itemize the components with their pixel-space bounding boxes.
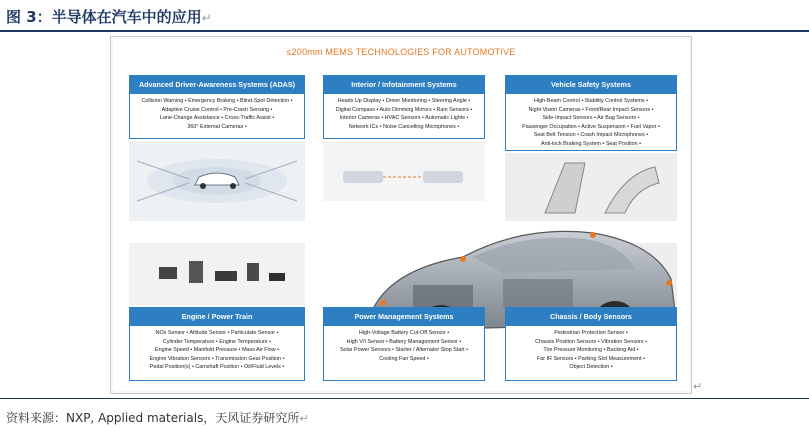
figure-title-text: 图 3：半导体在汽车中的应用: [6, 8, 202, 26]
engine-line: Pedal Position(s) • Camshaft Position • Oil/Fluid Levels •: [149, 364, 285, 371]
adas-body: [129, 93, 305, 139]
interior-header: Interior / Infotainment Systems: [323, 75, 485, 93]
adas-sensor-field-graphic: [129, 141, 305, 221]
source-note: [6, 409, 309, 426]
chassis-line: Far IR Sensors • Parking Slot Measurement •: [536, 355, 646, 362]
v2v-illustration: [323, 141, 485, 201]
adas-line: 360° External Cameras •: [187, 123, 247, 130]
adas-line: Collision Warning • Emergency Braking • Blind-Spot Detection •: [141, 98, 293, 104]
source-text: 资料来源：NXP, Applied materials，天风证券研究所: [6, 411, 300, 425]
diagram-canvas: [113, 39, 689, 391]
bottom-rule: [0, 398, 809, 399]
interior-line: Network ICs • Noise Cancelling Microphones •: [348, 123, 460, 130]
safety-body: [505, 93, 677, 151]
power-line: High-Voltage Battery Cut-Off Sensor •: [358, 330, 450, 336]
power-line: High V/I Sensor • Battery Management Sensor •: [346, 338, 462, 345]
safety-line: High-Beam Control • Stability Control Systems •: [533, 98, 649, 104]
safety-line: Side-Impact Sensors • Air Bag Sensors •: [542, 115, 640, 122]
engine-body: [129, 325, 305, 381]
figure-title: [6, 6, 212, 27]
power-header: Power Management Systems: [323, 307, 485, 325]
diagram-frame: [110, 36, 692, 394]
safety-line: Passenger Occupation • Active Suspension • Fuel Vapor •: [522, 123, 660, 130]
engine-parts-graphic: [129, 243, 305, 305]
chassis-body: [505, 325, 677, 381]
safety-header: Vehicle Safety Systems: [505, 75, 677, 93]
engine-line: Engine Vibration Sensors • Transmission Gear Position •: [149, 355, 285, 362]
safety-line: Night Vision Cameras • Front/Rear Impact Sensors •: [528, 106, 654, 113]
chassis-line: Chassis Position Sensors • Vibration Sensors •: [535, 338, 647, 345]
engine-line: NOx Sensor • Altitude Sensor • Particulate Sensor •: [155, 330, 279, 336]
chassis-header: Chassis / Body Sensors: [505, 307, 677, 325]
top-rule: [0, 30, 809, 32]
engine-line: Cylinder Temperature • Engine Temperature •: [162, 338, 272, 345]
adas-line: Adaptive Cruise Control • Pre-Crash Sensing •: [161, 106, 273, 113]
adas-header: Advanced Driver-Awareness Systems (ADAS): [129, 75, 305, 93]
engine-line: Engine Speed • Manifold Pressure • Mass Air Flow •: [154, 347, 279, 354]
interior-line: Digital Compass • Auto Dimming Mirrors • Rain Sensors •: [335, 106, 473, 113]
v2v-graphic: [323, 141, 485, 201]
diagram-headline: ≤200mm MEMS TECHNOLOGIES FOR AUTOMOTIVE: [286, 47, 516, 57]
chassis-line: Tire Pressure Monitoring • Backing Aid •: [543, 347, 639, 354]
return-mark: ↵: [201, 11, 212, 25]
safety-line: Anti-lock Braking System • Seat Position •: [541, 140, 641, 147]
power-body: [323, 325, 485, 381]
adas-line: Lane-Change Assistance • Cross-Traffic Assist •: [159, 115, 275, 122]
power-line: Solar Power Sensors • Starter / Alternator Stop Start •: [339, 347, 469, 354]
chassis-line: Pedestrian Protection Sensor •: [554, 330, 628, 336]
frame-return-mark: ↵: [693, 381, 703, 393]
chassis-line: Object Detection •: [569, 364, 613, 371]
safety-line: Seat Belt Tension • Crash Impact Microphones •: [533, 132, 649, 139]
interior-line: Heads Up Display • Driver Monitoring • Steering Angle •: [337, 98, 471, 104]
interior-line: Interior Cameras • HVAC Sensors • Automatic Lights •: [339, 115, 469, 122]
power-line: Cooling Fan Speed •: [379, 355, 429, 362]
source-return-mark: ↵: [299, 412, 309, 425]
interior-body: [323, 93, 485, 139]
adas-sensor-illustration: [129, 141, 305, 221]
engine-parts-illustration: [129, 243, 305, 305]
engine-header: Engine / Power Train: [129, 307, 305, 325]
